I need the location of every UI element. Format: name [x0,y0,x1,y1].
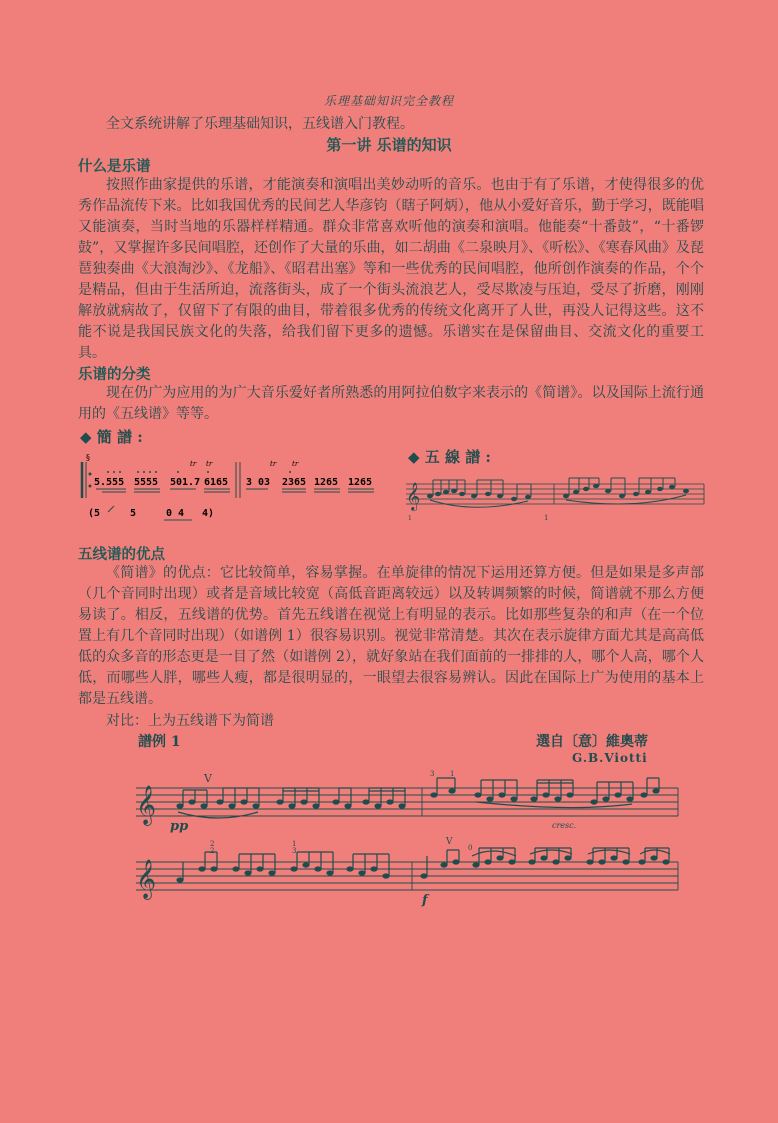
jianpu-note-group: 6165 [204,477,229,488]
measure-number: 1 [544,514,549,522]
jianpu-figure [78,450,388,530]
section-heading-advantages: 五线谱的优点 [78,546,165,563]
jianpu-bass: 4) [202,508,215,519]
jianpu-note-group: 5555 [134,477,159,488]
jianpu-note-group: 3 03 [246,477,271,488]
fingering: 0 [468,844,473,852]
jianpu-bass: 0 4 [166,508,185,519]
trill-mark: tr [292,460,299,468]
intro-text: 全文系统讲解了乐理基础知识，五线谱入门教程。 [106,116,414,132]
jianpu-bass: 5 [130,508,137,519]
fingering: 2 [210,847,215,855]
fingering: 3 [430,770,435,778]
trill-mark: tr [190,460,197,468]
paragraph-text: 按照作曲家提供的乐谱，才能演奏和演唱出美妙动听的音乐。也由于有了乐谱，才使得很多的优秀作品流传下来。比如我国优秀的民间艺人华彦钧（瞎子阿炳），他从小爱好音乐，勤于学习，既能唱又能演奏，当时当地的乐器样样精通。群众非常喜欢听他的演奏和演唱。他能奏“十番鼓”，“十番锣鼓”，又掌握许多民间唱腔，还创作了大量的乐曲，如二胡曲《二泉映月》、《听松》、《寒春风曲》及琵琶独奏曲《大浪淘沙》、《龙船》、《昭君出塞》等和一些优秀的民间唱腔，他所创作演奏的作品，个个是精品，但由于生活所迫，流落街头，成了一个街头流浪艺人，受尽欺凌与压迫，受尽了折磨，刚刚解放就病故了，仅留下了有限的曲目，带着很多优秀的传统文化离开了人世，再没人记得这些。这不能不说是我国民族文化的失落，给我们留下更多的遗憾。乐谱实在是保留曲目、交流文化的重要工具。 [78,177,704,361]
jianpu-note-group: 1265 [348,477,373,488]
paragraph-text: 《简谱》的优点：它比较简单，容易掌握。在单旋律的情况下运用还算方便。但是如果是多声部（几个音同时出现）或者是音域比较宽（高低音距离较远）以及转调频繁的时候，简谱就不那么方便易读了。相反，五线谱的优势。首先五线谱在视觉上有明显的表示。比如那些复杂的和声（在一个位置上有几个音同时出现）（如谱例 1）很容易识别。视觉非常清楚。其次在表示旋律方面尤其是高高低低的众多音的形态更是一目了然（如谱例 2），就好象站在我们面前的一排排的人，哪个人高，哪个人低，而哪些人胖，哪些人瘦，都是很明显的，一眼望去很容易辨认。因此在国际上广为使用的基本上都是五线谱。 [78,565,704,707]
section-paragraph-what-is-score [78,175,704,364]
fingering: 2 [210,840,215,848]
fingering: 1 [292,840,297,848]
jianpu-note-group: 5.555 [94,477,125,488]
dynamic-marking: cresc. [552,821,577,830]
jianpu-note-group: 501.7 [170,477,201,488]
example-composer: G.B.Viotti [572,751,648,765]
jianpu-label: ◆ 簡 譜 : [80,428,143,446]
fingering: 3 [292,847,297,855]
fingering: 1 [450,770,455,778]
document-title: 乐理基础知识完全教程 [323,94,454,108]
treble-clef-icon: 𝄞 [406,482,421,510]
measure-number: 1 [408,515,412,522]
wuxian-label: ◆ 五 線 譜 : [408,448,491,466]
segno-mark: § [86,453,90,462]
treble-clef-icon: 𝄞 [136,859,157,899]
trill-mark: tr [270,460,277,468]
trill-mark: tr [206,460,213,468]
treble-clef-icon: 𝄞 [136,785,157,825]
lecture-title: 第一讲 乐谱的知识 [326,136,452,154]
bowing-mark: V [204,772,212,785]
section-heading-what-is-score: 什么是乐谱 [78,158,151,175]
jianpu-bass: (5 [88,508,101,519]
example-label: 譜例 1 [138,734,181,750]
section-paragraph-advantages [78,563,704,710]
score-example-1 [132,766,682,912]
paragraph-text: 现在仍广为应用的为广大音乐爱好者所熟悉的用阿拉伯数字来表示的《简谱》。以及国际上流行通用的《五线谱》等等。 [78,385,704,422]
jianpu-note-group: 1265 [314,477,339,488]
dynamic-marking: pp [170,819,189,834]
section-heading-classification: 乐谱的分类 [78,366,151,383]
example-source: 選自〔意〕維奧蒂 [536,734,648,750]
dynamic-marking: f [422,893,428,908]
bowing-mark: V [446,837,453,847]
section-paragraph-classification [78,383,704,425]
comparison-caption: 对比：上为五线谱下为简谱 [106,713,274,729]
jianpu-note-group: 2365 [282,477,307,488]
wuxian-figure [404,470,708,526]
